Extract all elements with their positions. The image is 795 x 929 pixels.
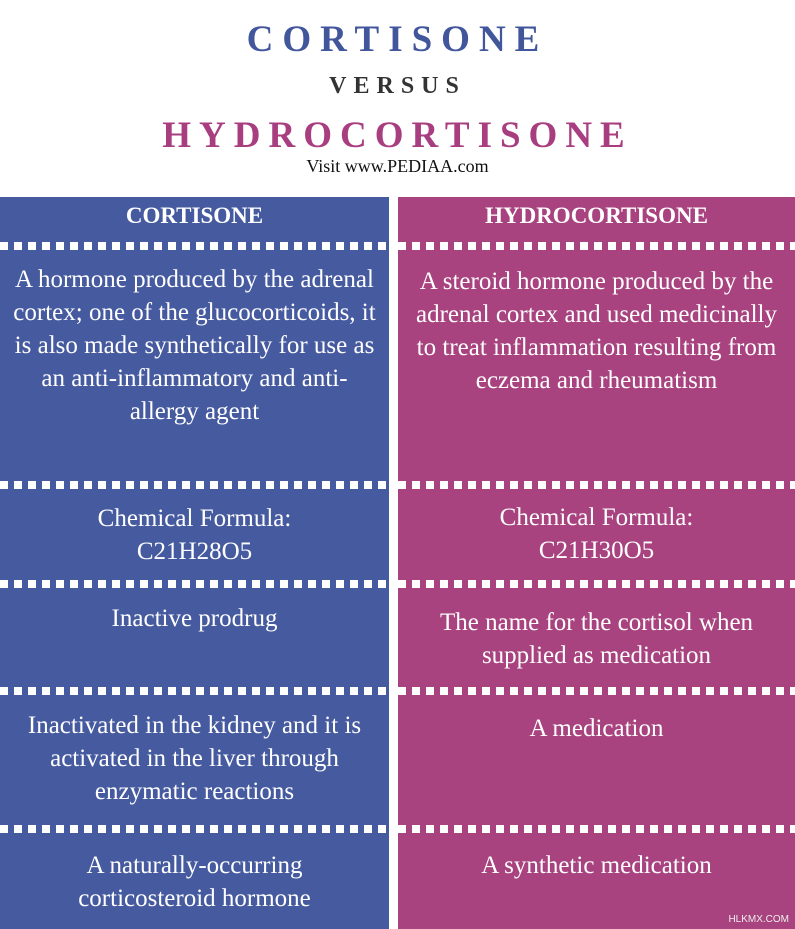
row-divider (398, 687, 795, 695)
row-divider (0, 580, 389, 588)
column-heading-hydrocortisone: HYDROCORTISONE (485, 203, 708, 228)
row-divider (398, 481, 795, 489)
cortisone-formula: Chemical Formula: C21H28O5 (97, 505, 292, 565)
versus-label: VERSUS (329, 73, 466, 99)
cortisone-activation: Inactivated in the kidney and it is activated in the liver through enzymatic reactions (27, 712, 362, 805)
hydrocortisone-synthetic: A synthetic medication (481, 852, 712, 879)
row-divider (398, 825, 795, 833)
hydrocortisone-definition: A steroid hormone produced by the adrenal cortex and used medicinally to treat inflammation resulting from eczema and rheumatism (416, 268, 777, 394)
row-divider (0, 825, 389, 833)
cortisone-column (0, 197, 389, 929)
hydrocortisone-formula: Chemical Formula: C21H30O5 (499, 504, 694, 564)
watermark: HLKMX.COM (728, 914, 789, 925)
hydrocortisone-medication: A medication (529, 715, 664, 742)
cortisone-origin: A naturally-occurring corticosteroid hormone (78, 852, 311, 912)
column-heading-cortisone: CORTISONE (125, 203, 264, 228)
row-divider (0, 242, 389, 250)
cortisone-prodrug: Inactive prodrug (111, 605, 278, 632)
row-divider (0, 687, 389, 695)
row-divider (0, 481, 389, 489)
title-cortisone: CORTISONE (246, 19, 549, 60)
row-divider (398, 242, 795, 250)
visit-link[interactable]: Visit www.PEDIAA.com (306, 156, 489, 176)
comparison-header (0, 0, 795, 197)
title-hydrocortisone: HYDROCORTISONE (162, 115, 633, 156)
hydrocortisone-cortisol: The name for the cortisol when supplied as medication (439, 609, 754, 669)
cortisone-definition: A hormone produced by the adrenal cortex; one of the glucocorticoids, it is also made synthetically for use as an anti-inflammatory and anti-allergy agent (13, 266, 376, 425)
row-divider (398, 580, 795, 588)
hydrocortisone-column (398, 197, 795, 929)
